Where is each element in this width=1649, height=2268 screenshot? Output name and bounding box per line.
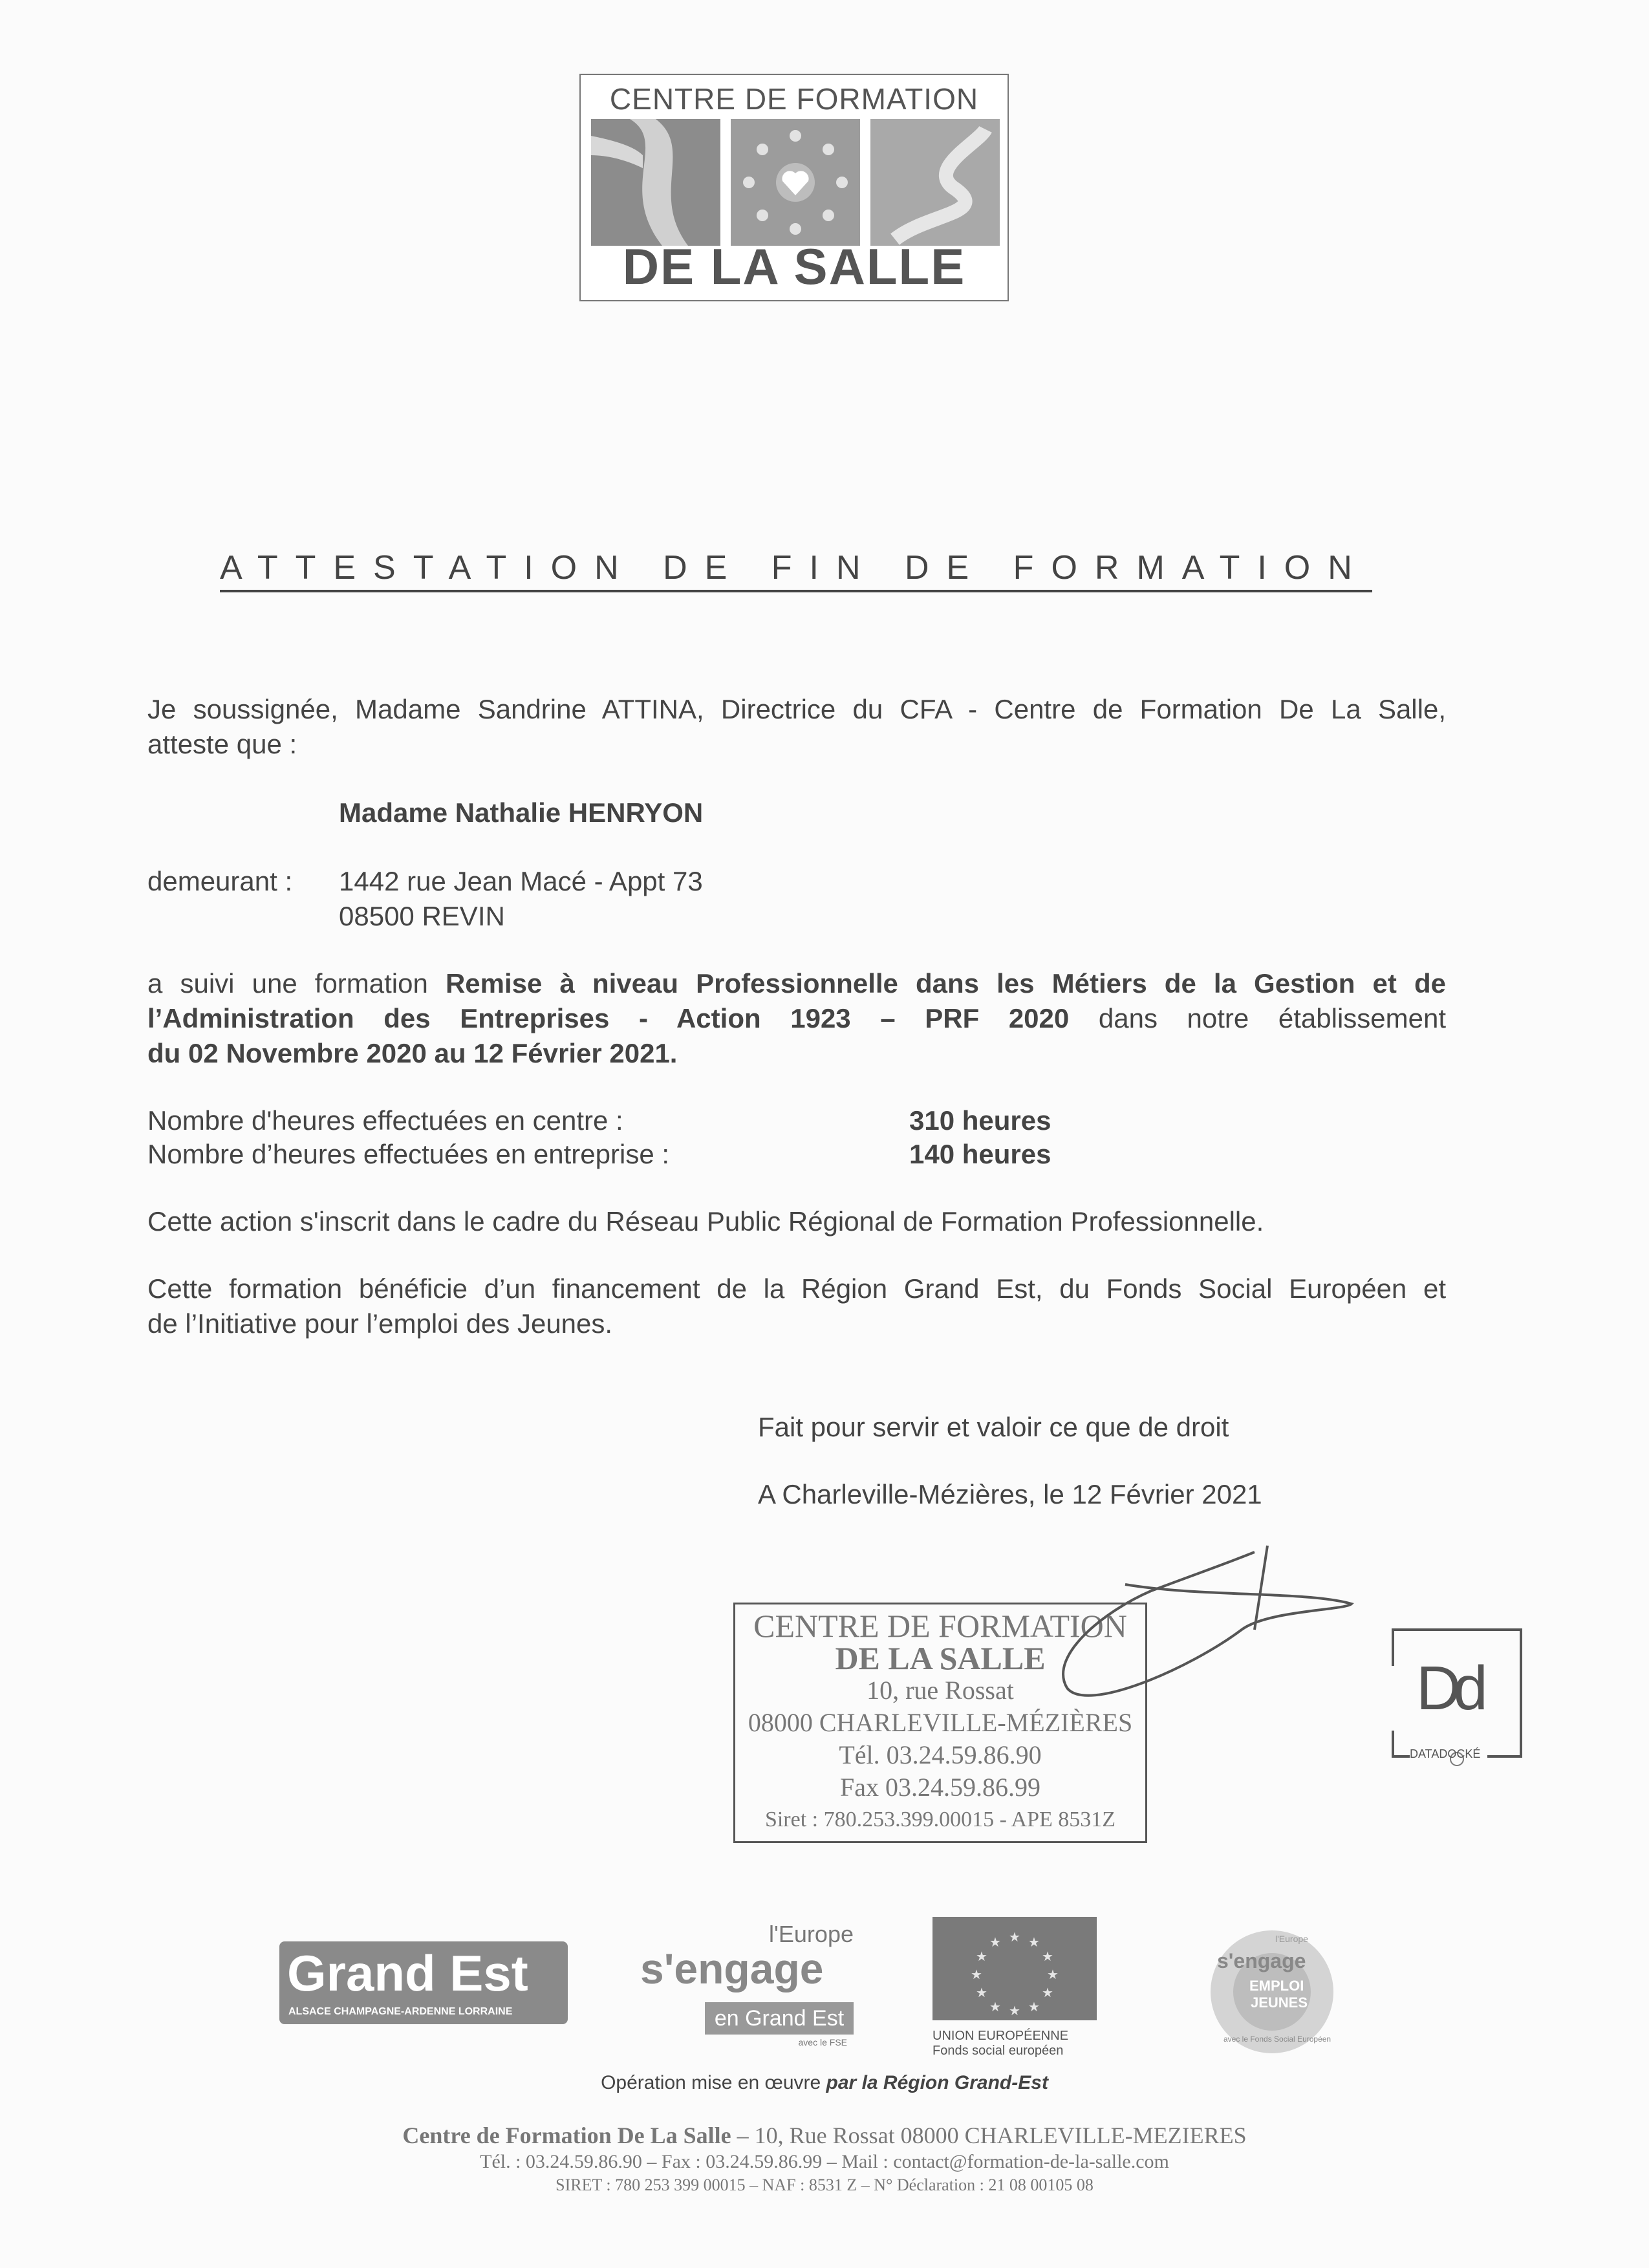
grand-est-subtitle: ALSACE CHAMPAGNE-ARDENNE LORRAINE — [288, 2006, 513, 2017]
footer-contact: Tél. : 03.24.59.86.90 – Fax : 03.24.59.86.99 – Mail : contact@formation-de-la-salle.com — [480, 2151, 1169, 2172]
cfa-logo — [579, 74, 1009, 301]
svg-text:★: ★ — [1009, 1929, 1020, 1945]
training-title-2: l’Administration des Entreprises - Action 1923 – PRF 2020 — [147, 1003, 1070, 1033]
stamp-line-4: 08000 CHARLEVILLE-MÉZIÈRES — [748, 1708, 1133, 1737]
training-suffix: dans notre établissement — [1069, 1003, 1447, 1033]
intro-line-2: atteste que : — [147, 729, 297, 759]
svg-text:★: ★ — [1028, 1934, 1040, 1950]
training-dates: du 02 Novembre 2020 au 12 Février 2021. — [147, 1038, 678, 1068]
intro-paragraph — [147, 692, 1446, 762]
logo-emblem-icon — [591, 116, 1000, 252]
funding-line-1: Cette formation bénéficie d’un financement de la Région Grand Est, du Fonds Social Européen et — [147, 1273, 1446, 1304]
svg-text:★: ★ — [976, 1949, 987, 1964]
europe-engage-main: s'engage — [640, 1945, 824, 1993]
eu-logo — [932, 1917, 1097, 2059]
europe-engage-region: en Grand Est — [705, 2002, 854, 2035]
training-title-1: Remise à niveau Professionnelle dans les Métiers de la Gestion et de — [445, 968, 1446, 999]
operation-line — [0, 2072, 1649, 2094]
emploi-jeunes-top: l'Europe — [1275, 1934, 1308, 1944]
svg-text:★: ★ — [971, 1967, 982, 1982]
training-prefix: a suivi une formation — [147, 968, 446, 999]
svg-text:★: ★ — [989, 1934, 1001, 1950]
logo-bottom-text: DE LA SALLE — [622, 238, 966, 295]
svg-text:★: ★ — [1009, 2003, 1020, 2018]
eu-flag-icon — [932, 1917, 1097, 2020]
closing-place-date: A Charleville-Mézières, le 12 Février 2021 — [758, 1479, 1262, 1509]
emploi-jeunes-small: avec le Fonds Social Européen — [1223, 2035, 1331, 2044]
page-footer — [0, 2121, 1649, 2196]
datadock-label: DATADOCKÉ — [1410, 1747, 1481, 1760]
eu-line-1: UNION EUROPÉENNE — [932, 2029, 1069, 2043]
address-label: demeurant : — [147, 866, 293, 896]
eu-line-2: Fonds social européen — [932, 2044, 1064, 2058]
footer-org: Centre de Formation De La Salle — [402, 2122, 731, 2148]
network-statement: Cette action s'inscrit dans le cadre du Réseau Public Régional de Formation Professionnelle. — [147, 1206, 1264, 1237]
stamp-line-2: DE LA SALLE — [835, 1640, 1046, 1676]
footer-address: – 10, Rue Rossat 08000 CHARLEVILLE-MEZIERES — [731, 2122, 1247, 2148]
europe-engage-small: avec le FSE — [798, 2037, 847, 2047]
footer-siret: SIRET : 780 253 399 00015 – NAF : 8531 Z – N° Déclaration : 21 08 00105 08 — [555, 2176, 1094, 2194]
svg-text:★: ★ — [1042, 1985, 1053, 2000]
hours-company-value: 140 heures — [909, 1139, 1051, 1169]
stamp-line-5: Tél. 03.24.59.86.90 — [839, 1740, 1042, 1769]
person-name: Madame Nathalie HENRYON — [339, 797, 704, 828]
europe-engage-logo — [640, 1921, 854, 2050]
stamp-line-7: Siret : 780.253.399.00015 - APE 8531Z — [764, 1808, 1116, 1831]
datadock-mark: Dd — [1416, 1654, 1480, 1723]
svg-text:★: ★ — [976, 1985, 987, 2000]
stamp-line-1: CENTRE DE FORMATION — [753, 1608, 1127, 1644]
hours-centre-value: 310 heures — [909, 1105, 1051, 1136]
svg-text:★: ★ — [1042, 1949, 1053, 1964]
document-title: ATTESTATION DE FIN DE FORMATION — [220, 548, 1372, 592]
datadock-badge — [1390, 1627, 1524, 1768]
svg-text:★: ★ — [1047, 1967, 1059, 1982]
hours-company-label: Nombre d’heures effectuées en entreprise : — [147, 1139, 670, 1169]
address-line-2: 08500 REVIN — [339, 901, 505, 931]
grand-est-name: Grand Est — [287, 1945, 528, 2002]
training-paragraph — [147, 966, 1446, 1071]
hours-centre-label: Nombre d'heures effectuées en centre : — [147, 1105, 623, 1136]
grand-est-logo — [279, 1941, 568, 2024]
stamp-line-3: 10, rue Rossat — [867, 1676, 1014, 1705]
emploi-jeunes-logo — [1198, 1927, 1346, 2057]
address-line-1: 1442 rue Jean Macé - Appt 73 — [339, 866, 703, 896]
stamp-line-6: Fax 03.24.59.86.99 — [840, 1773, 1040, 1802]
svg-text:★: ★ — [1028, 1999, 1040, 2014]
signature — [1009, 1526, 1371, 1720]
funding-line-2: de l’Initiative pour l’emploi des Jeunes. — [147, 1308, 613, 1339]
operation-prefix: Opération mise en œuvre — [601, 2072, 826, 2093]
logo-top-text: CENTRE DE FORMATION — [609, 82, 979, 116]
svg-text:★: ★ — [989, 1999, 1001, 2014]
closing-line-1: Fait pour servir et valoir ce que de droit — [758, 1412, 1229, 1442]
emploi-jeunes-sub-1: EMPLOI — [1249, 1978, 1304, 1994]
emploi-jeunes-sub-2: JEUNES — [1251, 1994, 1308, 2011]
emploi-jeunes-main: s'engage — [1217, 1949, 1306, 1972]
europe-engage-top: l'Europe — [769, 1921, 854, 1947]
funding-paragraph — [147, 1271, 1446, 1341]
operation-emphasis: par la Région Grand-Est — [826, 2072, 1048, 2093]
intro-line-1: Je soussignée, Madame Sandrine ATTINA, Directrice du CFA - Centre de Formation De La Salle, — [147, 694, 1446, 724]
